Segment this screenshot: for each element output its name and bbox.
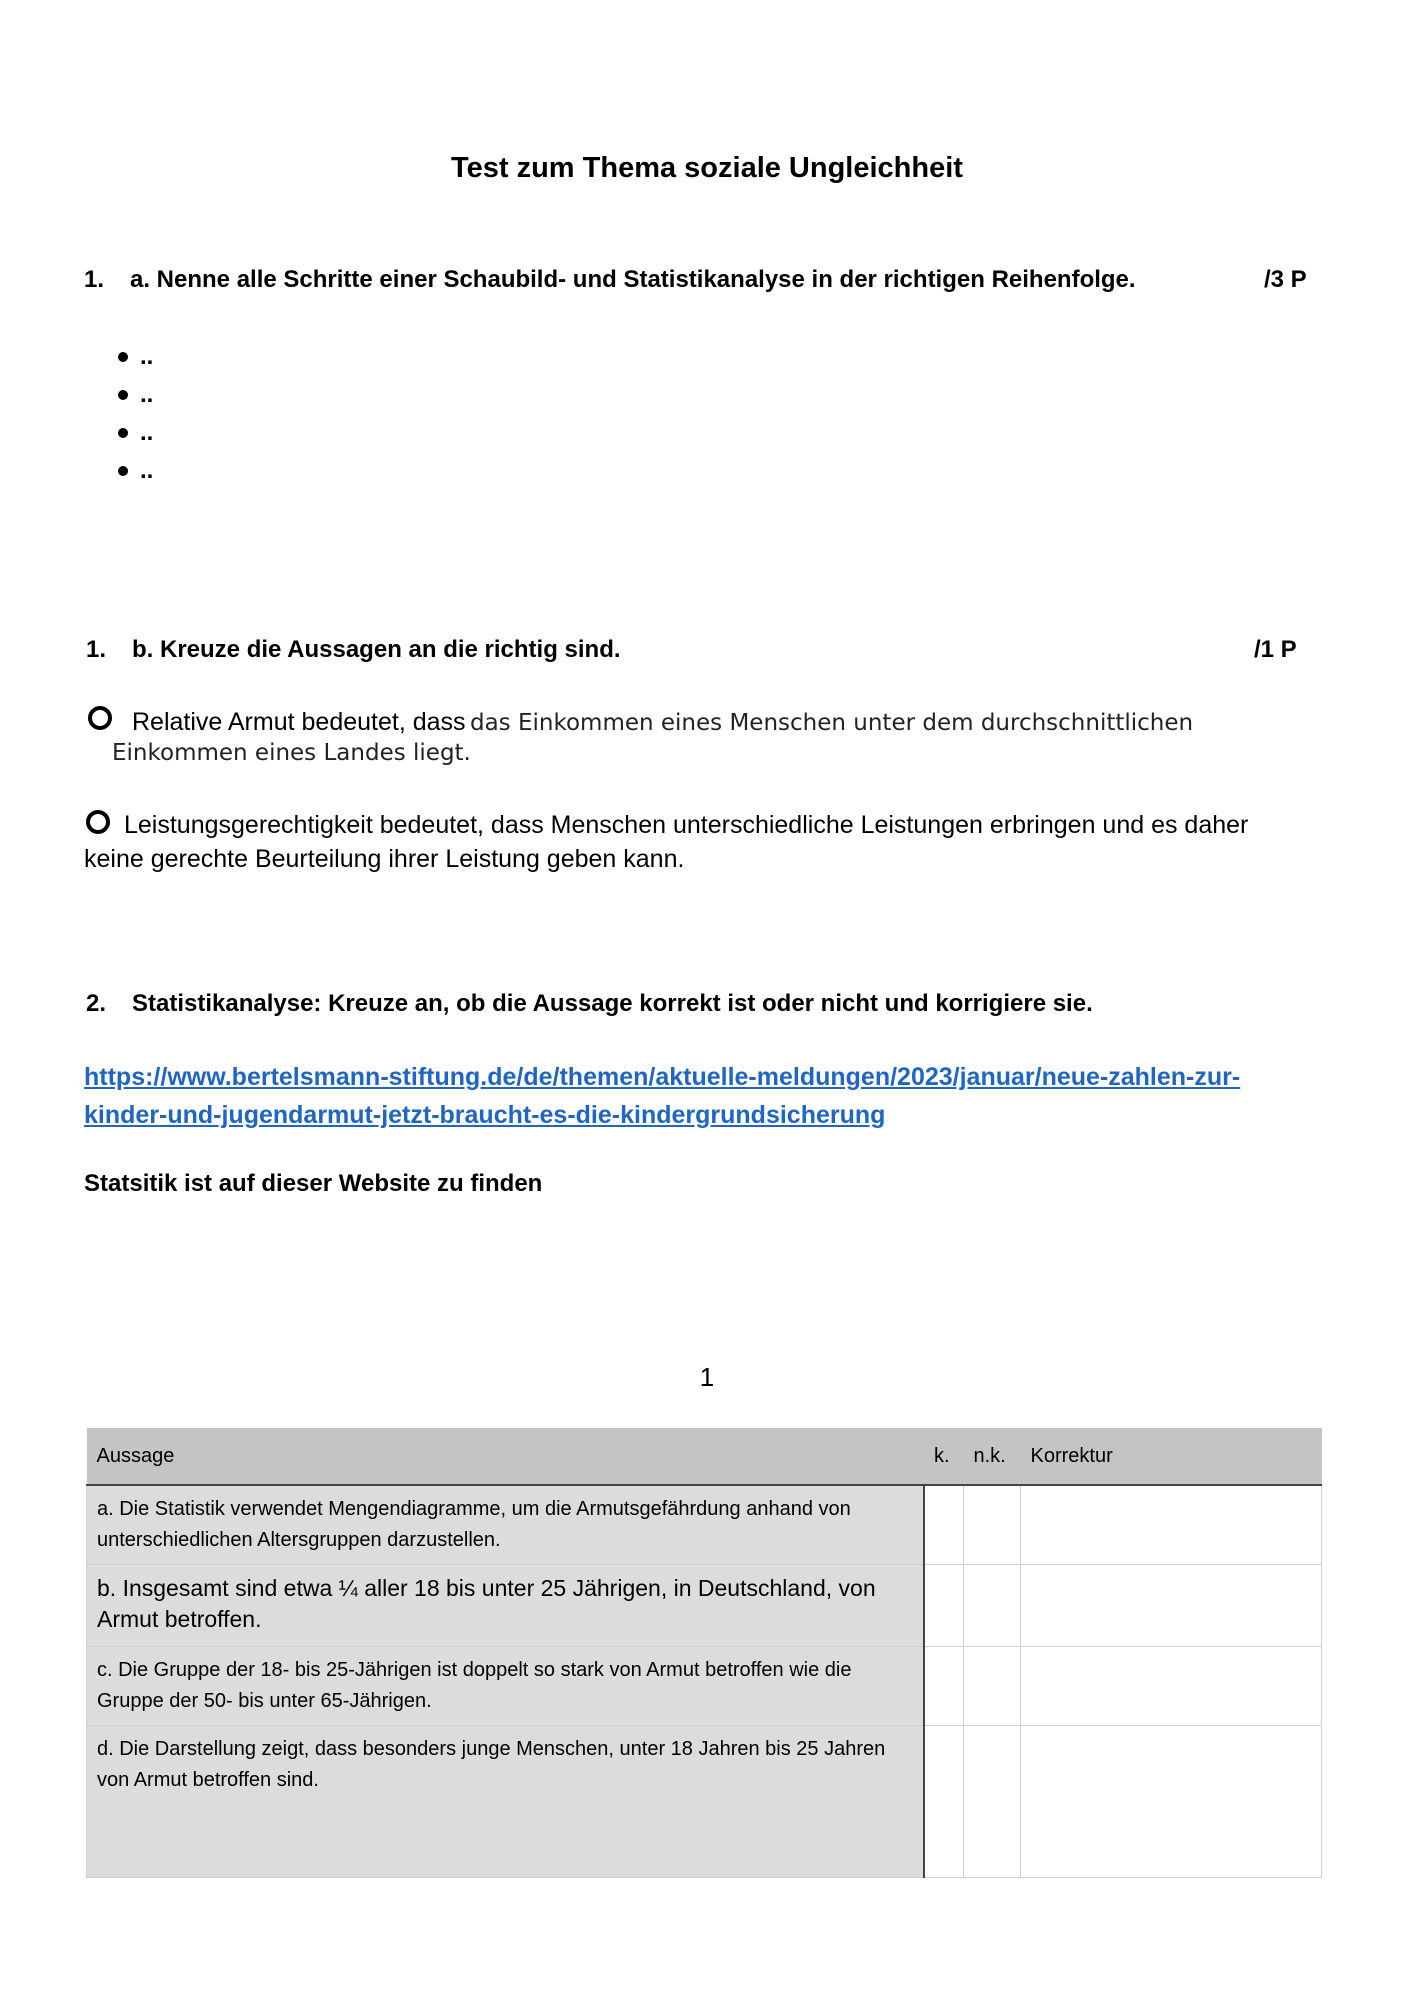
korrektur-cell[interactable] (1021, 1485, 1322, 1565)
header-korrektur: Korrektur (1021, 1428, 1322, 1485)
q1a-answer-list (118, 338, 153, 490)
nk-cell[interactable] (964, 1565, 1021, 1647)
option-2-line-2: keine gerechte Beurteilung ihrer Leistung geben kann. (84, 845, 685, 873)
list-item[interactable]: .. (118, 414, 153, 452)
k-cell[interactable] (924, 1565, 964, 1647)
k-cell[interactable] (924, 1726, 964, 1878)
q2-text: Statistikanalyse: Kreuze an, ob die Aussage korrekt ist oder nicht und korrigiere sie. (132, 990, 1093, 1017)
q1b-number: 1. (86, 636, 107, 663)
q1b-points: /1 P (1254, 636, 1297, 663)
q1a-text: a. Nenne alle Schritte einer Schaubild- und Statistikanalyse in der richtigen Reihenfolge. (130, 266, 1136, 293)
korrektur-cell[interactable] (1021, 1565, 1322, 1647)
list-item[interactable]: .. (118, 338, 153, 376)
option-1-line-1 (132, 705, 1193, 739)
table-row (87, 1726, 1322, 1878)
statement-table (86, 1428, 1322, 1878)
statement-c: c. Die Gruppe der 18- bis 25-Jährigen ist doppelt so stark von Armut betroffen wie die Gruppe der 50- bis unter 65-Jährigen. (87, 1647, 925, 1726)
table-row (87, 1485, 1322, 1565)
source-link-line-2[interactable]: kinder-und-jugendarmut-jetzt-braucht-es-die-kindergrundsicherung (84, 1101, 886, 1129)
header-k: k. (924, 1428, 964, 1485)
k-cell[interactable] (924, 1647, 964, 1726)
nk-cell[interactable] (964, 1726, 1021, 1878)
statement-a: a. Die Statistik verwendet Mengendiagramme, um die Armutsgefährdung anhand von unterschiedlichen Altersgruppen darzustellen. (87, 1485, 925, 1565)
option-2-line-1: Leistungsgerechtigkeit bedeutet, dass Menschen unterschiedliche Leistungen erbringen und es daher (124, 811, 1249, 839)
korrektur-cell[interactable] (1021, 1726, 1322, 1878)
q1a-number: 1. (84, 266, 105, 293)
page-number: 1 (699, 1362, 715, 1392)
table-header-row (87, 1428, 1322, 1485)
list-item[interactable]: .. (118, 376, 153, 414)
q2-number: 2. (86, 990, 107, 1017)
website-note: Statsitik ist auf dieser Website zu finden (84, 1170, 543, 1197)
option-1-checkbox-icon[interactable] (88, 706, 112, 730)
page-title: Test zum Thema soziale Ungleichheit (451, 152, 963, 184)
statement-b: b. Insgesamt sind etwa ¼ aller 18 bis unter 25 Jährigen, in Deutschland, von Armut betroffen. (87, 1565, 925, 1647)
option-1-part-2: das Einkommen eines Menschen unter dem durchschnittlichen (469, 710, 1194, 736)
k-cell[interactable] (924, 1485, 964, 1565)
table-row (87, 1647, 1322, 1726)
list-item[interactable]: .. (118, 452, 153, 490)
q1a-points: /3 P (1264, 266, 1307, 293)
header-aussage: Aussage (87, 1428, 925, 1485)
statement-d: d. Die Darstellung zeigt, dass besonders junge Menschen, unter 18 Jahren bis 25 Jahren von Armut betroffen sind. (87, 1726, 925, 1878)
table-row (87, 1565, 1322, 1647)
source-link-line-1[interactable]: https://www.bertelsmann-stiftung.de/de/themen/aktuelle-meldungen/2023/januar/neue-zahlen-zur- (84, 1063, 1241, 1091)
option-2-checkbox-icon[interactable] (86, 810, 110, 834)
q1b-text: b. Kreuze die Aussagen an die richtig sind. (132, 636, 621, 663)
header-nk: n.k. (964, 1428, 1021, 1485)
nk-cell[interactable] (964, 1647, 1021, 1726)
nk-cell[interactable] (964, 1485, 1021, 1565)
korrektur-cell[interactable] (1021, 1647, 1322, 1726)
option-1-part-1: Relative Armut bedeutet, dass (132, 708, 466, 736)
option-1-line-2: Einkommen eines Landes liegt. (112, 740, 471, 766)
